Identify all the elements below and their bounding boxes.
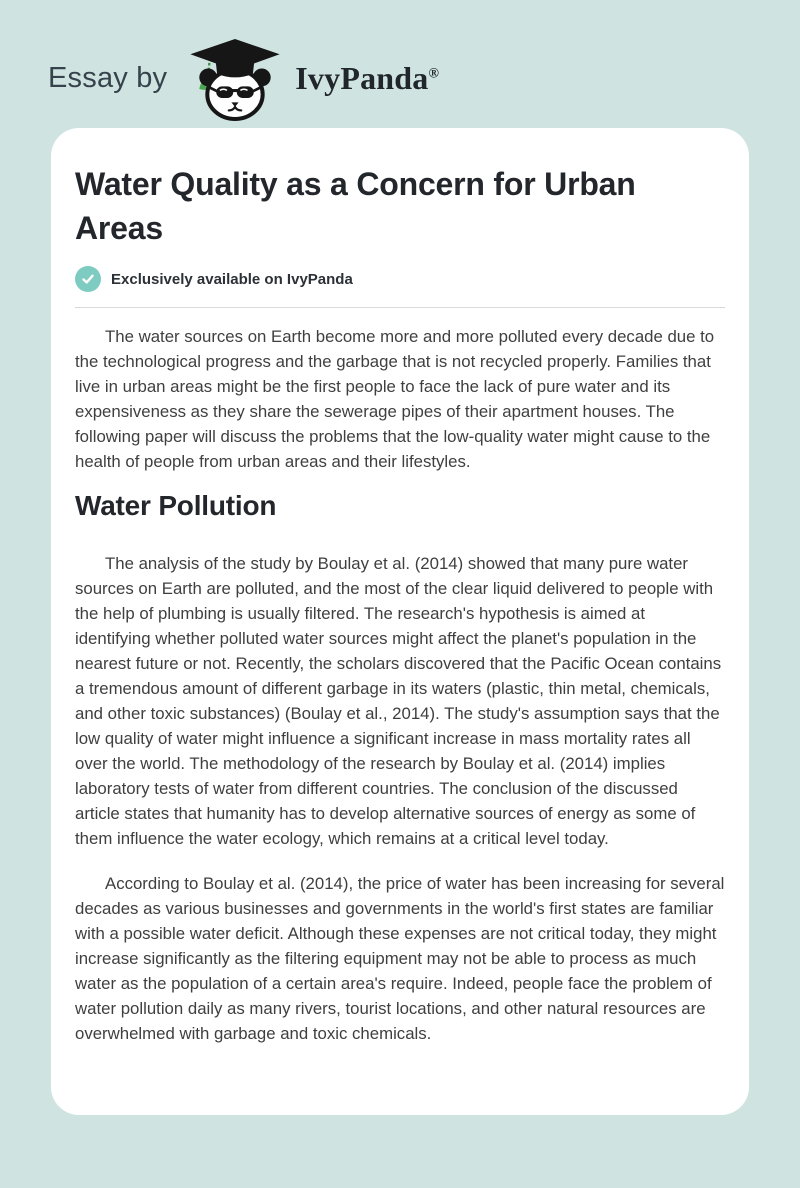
panda-graduate-logo-icon [185, 35, 285, 127]
section-heading: Water Pollution [75, 490, 277, 521]
check-icon [75, 266, 101, 292]
exclusive-badge [75, 266, 725, 292]
essay-title: Water Quality as a Concern for Urban Areas [75, 166, 636, 246]
section-paragraph-2: According to Boulay et al. (2014), the price of water has been increasing for several decades as various businesses and governments in the world's first states are familiar with a possible water deficit. Although these expenses are not critical today, they might increase significantly as the filtering equipment may not be able to process as much water as the population of a certain area's require. Indeed, people face the problem of water pollution daily as many rivers, tourist locations, and other natural resources are overwhelmed with garbage and toxic chemicals. [75, 874, 725, 1043]
exclusive-badge-label: Exclusively available on IvyPanda [111, 270, 353, 288]
registered-mark: ® [428, 65, 440, 81]
brand-name [295, 60, 439, 97]
header-prefix: Essay by [48, 61, 168, 94]
essay-card [51, 128, 749, 1115]
section-paragraph-1: The analysis of the study by Boulay et al. (2014) showed that many pure water sources on Earth are polluted, and the most of the clear liquid delivered to people with the help of plumbing is usually filtered. The research's hypothesis is aimed at identifying whether polluted water sources might affect the planet's population in the nearest future or not. Recently, the scholars discovered that the Pacific Ocean contains a tremendous amount of different garbage in its waters (plastic, thin metal, chemicals, and other toxic substances) (Boulay et al., 2014). The study's assumption says that the low quality of water might influence a significant increase in mass mortality rates all over the world. The methodology of the research by Boulay et al. (2014) implies laboratory tests of water from different countries. The conclusion of the discussed article states that humanity has to develop alternative sources of energy as some of them influence the water ecology, which remains at a critical level today. [75, 554, 722, 848]
brand-text: IvyPanda [295, 59, 429, 96]
divider [75, 307, 725, 308]
intro-paragraph: The water sources on Earth become more and more polluted every decade due to the technological progress and the garbage that is not recycled properly. Families that live in urban areas might be the first people to face the lack of pure water and its expensiveness as they share the sewerage pipes of their apartment houses. The following paper will discuss the problems that the low-quality water might cause to the health of people from urban areas and their lifestyles. [75, 327, 715, 471]
header [0, 28, 800, 128]
